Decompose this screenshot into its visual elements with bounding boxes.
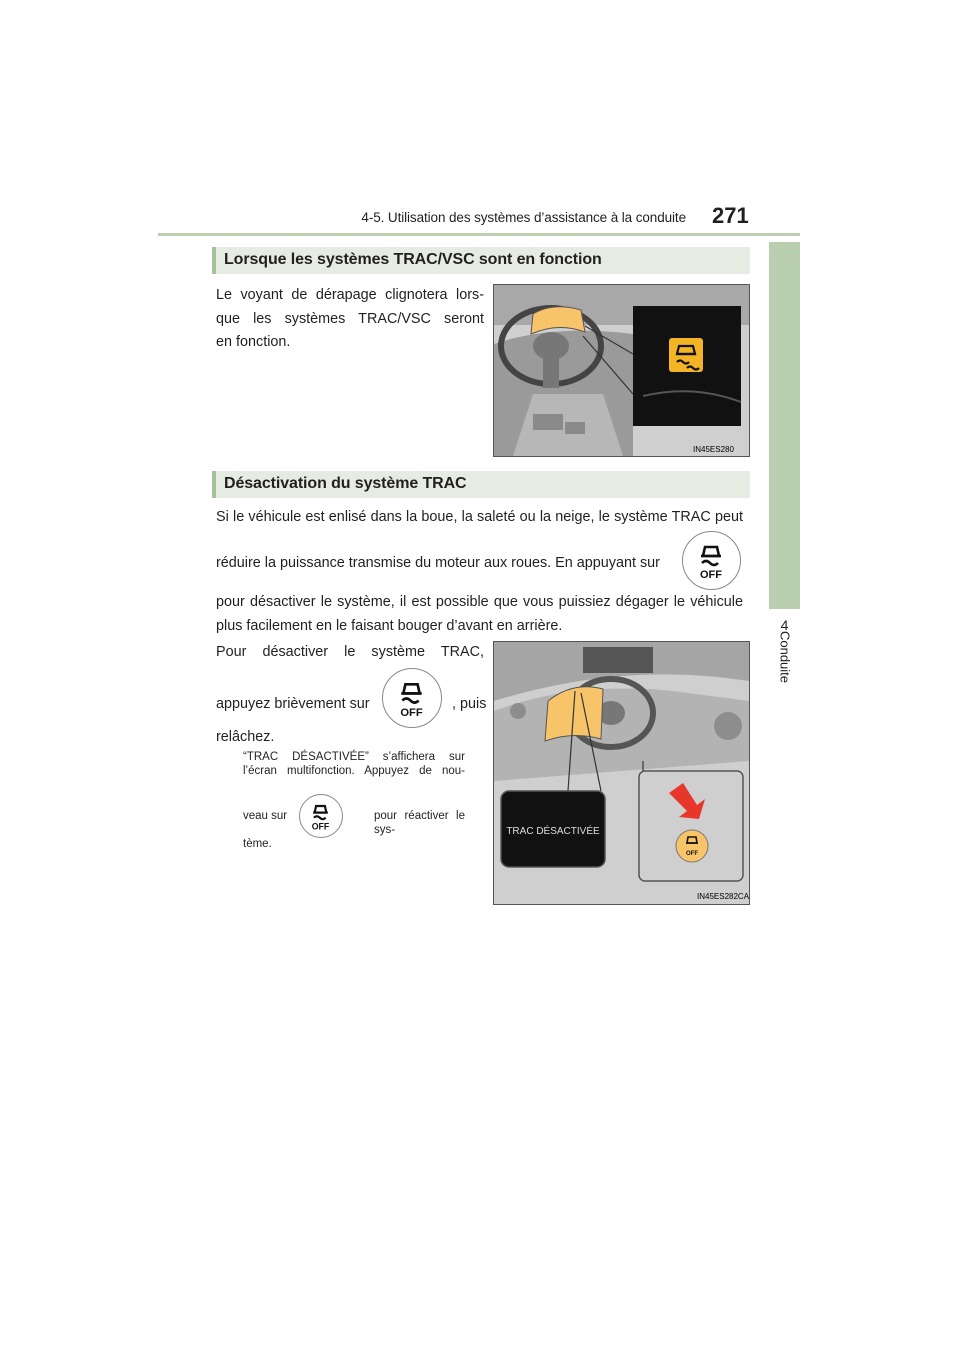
note (243, 750, 465, 778)
page-number: 271 (712, 203, 749, 228)
dashboard-illustration (493, 284, 750, 457)
chapter-label-text: Conduite (777, 630, 793, 684)
off-label: OFF (311, 821, 330, 832)
section-heading (212, 247, 750, 274)
text-line: réduire la puissance transmise du moteur aux roues. En appuyant sur (216, 555, 660, 571)
text-line: Si le véhicule est enlisé dans la boue, la saleté ou la neige, le système TRAC peut (216, 509, 743, 525)
off-label: OFF (400, 706, 423, 719)
vsc-off-button-icon (299, 794, 343, 838)
paragraph (216, 591, 743, 638)
off-label: OFF (686, 851, 698, 857)
text-line: relâchez. (216, 729, 275, 745)
text-line: pour désactiver le système, il est possible que vous puissiez dégager le véhicule (216, 594, 743, 610)
text-line: , puis (452, 696, 487, 712)
header-rule (158, 233, 800, 236)
text-line: Pour désactiver le système TRAC, (216, 644, 484, 660)
note-line: pour réactiver le sys- (374, 810, 465, 836)
text-line: plus facilement en le faisant bouger d’avant en arrière. (216, 617, 563, 634)
note-line: tème. (243, 838, 272, 850)
note-line: veau sur (243, 810, 288, 822)
text-line: appuyez brièvement sur (216, 696, 370, 712)
vsc-off-button-icon (382, 668, 442, 728)
note-line: “TRAC DÉSACTIVÉE” s’affichera sur (243, 751, 465, 763)
interior-illustration (493, 641, 750, 905)
section-heading-text: Lorsque les systèmes TRAC/VSC sont en fonction (224, 251, 602, 268)
running-header: 4-5. Utilisation des systèmes d’assistance à la conduite (361, 210, 686, 225)
text-line: en fonction. (216, 334, 291, 350)
section-heading-text: Désactivation du système TRAC (224, 475, 467, 492)
section-heading (212, 471, 750, 498)
off-label: OFF (700, 569, 722, 581)
chapter-tab (769, 242, 800, 609)
figure-code: IN45ES282CA (697, 892, 750, 901)
chapter-label (771, 622, 799, 692)
figure-code: IN45ES280 (693, 445, 734, 454)
chapter-number: 4 (780, 617, 789, 633)
note-line: l’écran multifonction. Appuyez de nou- (243, 765, 465, 777)
text-line: Le voyant de dérapage clignotera lors- (216, 287, 484, 303)
vsc-off-button-icon (682, 531, 741, 590)
paragraph (216, 284, 484, 355)
display-message: TRAC DÉSACTIVÉE (506, 826, 600, 837)
text-line: que les systèmes TRAC/VSC seront (216, 310, 484, 327)
